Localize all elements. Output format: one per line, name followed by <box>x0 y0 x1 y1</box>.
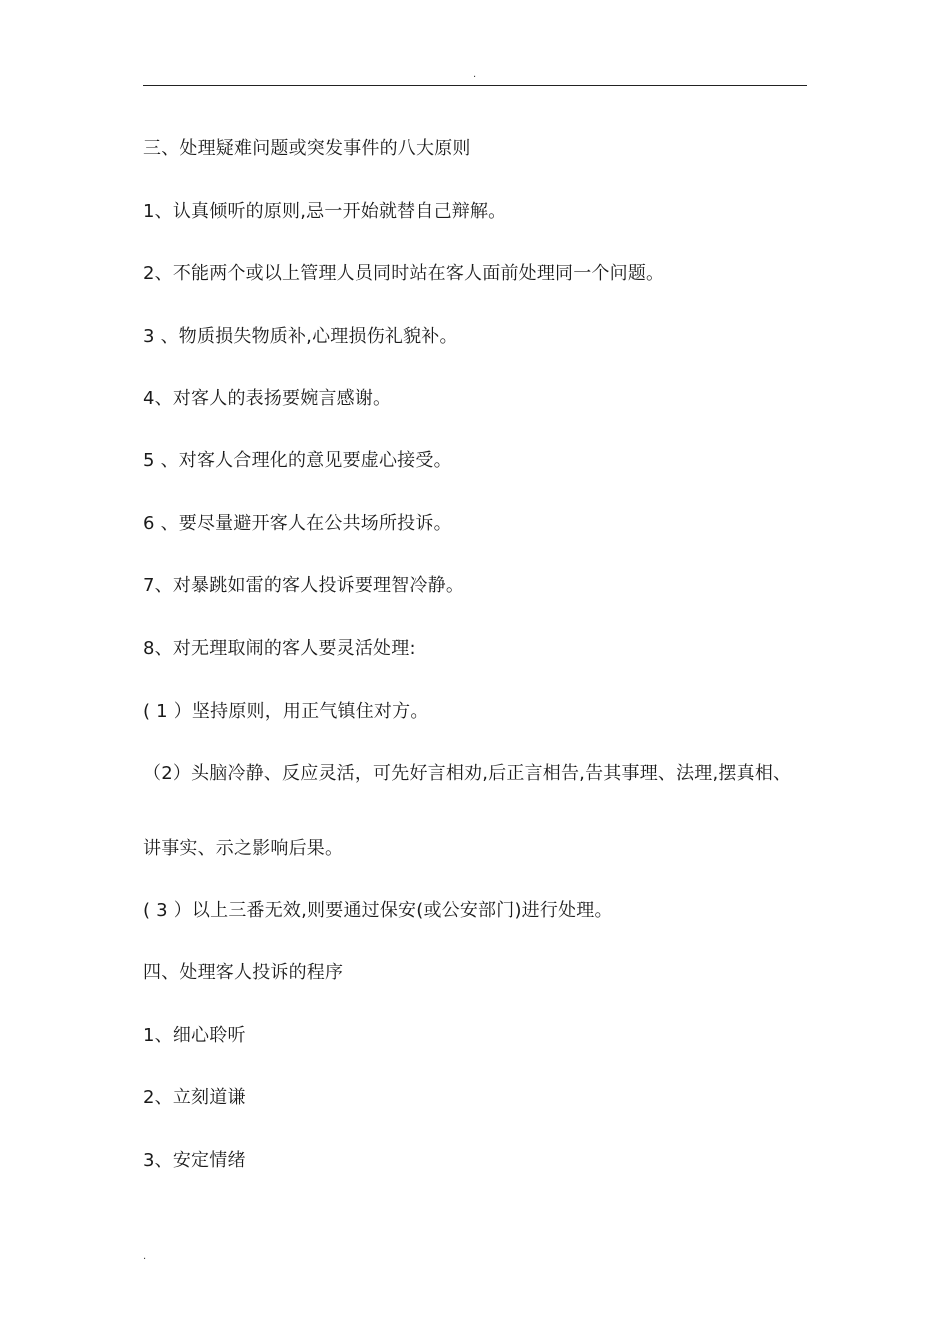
list-item-2: 2、不能两个或以上管理人员同时站在客人面前处理同一个问题。 <box>143 263 665 284</box>
section-heading-4: 四、处理客人投诉的程序 <box>143 962 344 983</box>
list-item-7: 7、对暴跳如雷的客人投诉要理智冷静。 <box>143 575 465 596</box>
sub-item-3: ( 3 ）以上三番无效,则要通过保安(或公安部门)进行处理。 <box>143 900 613 921</box>
list-item-4: 4、对客人的表扬要婉言感谢。 <box>143 388 392 409</box>
footer-dot-mark: . <box>143 1251 147 1262</box>
list-item-1: 1、认真倾听的原则,忌一开始就替自己辩解。 <box>143 201 507 222</box>
list-item-8: 8、对无理取闹的客人要灵活处理: <box>143 638 416 659</box>
sub-item-2: （2）头脑冷静、反应灵活，可先好言相劝,后正言相告,告其事理、法理,摆真相、 <box>143 763 792 784</box>
list-item-5: 5 、对客人合理化的意见要虚心接受。 <box>143 450 452 471</box>
sub-item-1: ( 1 ）坚持原则，用正气镇住对方。 <box>143 701 429 722</box>
procedure-item-3: 3、安定情绪 <box>143 1150 246 1171</box>
header-dot-mark: . <box>473 69 477 80</box>
list-item-3: 3 、物质损失物质补,心理损伤礼貌补。 <box>143 326 458 347</box>
procedure-item-2: 2、立刻道谦 <box>143 1087 246 1108</box>
section-heading-3: 三、处理疑难问题或突发事件的八大原则 <box>143 138 471 159</box>
procedure-item-1: 1、细心聆听 <box>143 1025 246 1046</box>
list-item-6: 6 、要尽量避开客人在公共场所投诉。 <box>143 513 452 534</box>
header-rule <box>143 85 807 86</box>
sub-item-2-continued: 讲事实、示之影响后果。 <box>143 838 344 859</box>
